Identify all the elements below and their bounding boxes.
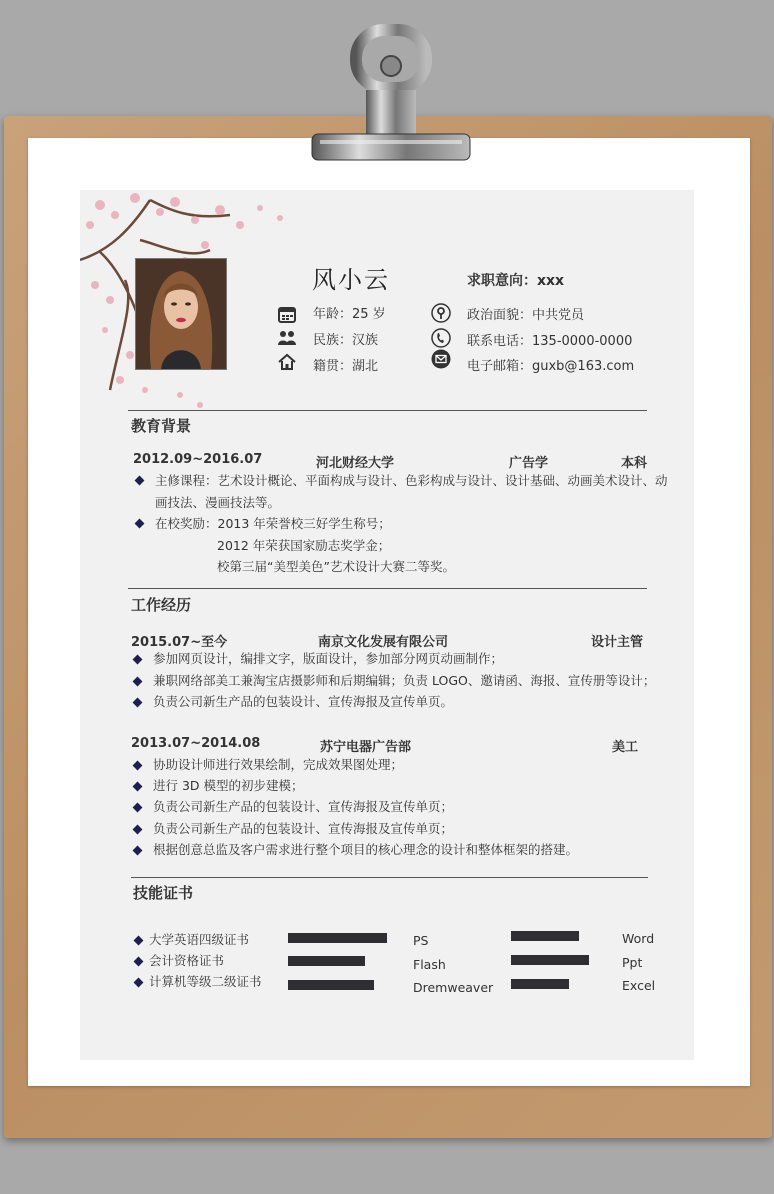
job1-item: 参加网页设计，编排文字，版面设计，参加部分网页动画制作； (153, 651, 504, 666)
job1-role: 设计主管 (591, 635, 644, 650)
skill-bar-dremweaver (288, 980, 374, 990)
job2-item: 负责公司新生产品的包装设计、宣传海报及宣传单页； (153, 821, 454, 836)
divider (128, 410, 647, 411)
job2-company: 苏宁电器广告部 (320, 740, 412, 755)
skill-bar-excel (511, 979, 569, 989)
section-title-education: 教育背景 (131, 417, 192, 435)
edu-courses-line1: 主修课程：艺术设计概论、平面构成与设计、色彩构成与设计、设计基础、动画美术设计、动 (155, 473, 668, 488)
skill-bar-ppt (511, 955, 589, 965)
divider (128, 588, 647, 589)
info-ethnicity: 民族：汉族 (313, 333, 379, 348)
edu-courses-line2: 画技法、漫画技法等。 (155, 495, 281, 510)
job1-item: 负责公司新生产品的包装设计、宣传海报及宣传单页。 (153, 694, 454, 709)
job2-item: 进行 3D 模型的初步建模； (153, 778, 304, 793)
edu-awards-line3: 校第三届“美型美色”艺术设计大赛二等奖。 (217, 559, 455, 574)
info-age: 年龄：25 岁 (313, 307, 386, 322)
skill-label-flash: Flash (413, 957, 446, 972)
home-icon (277, 352, 297, 372)
info-phone: 联系电话：135-0000-0000 (467, 334, 633, 349)
skill-label-ppt: Ppt (622, 955, 643, 970)
job1-company: 南京文化发展有限公司 (318, 635, 449, 650)
location-pin-icon (431, 303, 451, 323)
job2-role: 美工 (612, 740, 639, 755)
people-icon (277, 328, 297, 348)
edu-awards-line2: 2012 年荣获国家励志奖学金； (217, 538, 391, 553)
cert-item: 大学英语四级证书 (149, 932, 250, 947)
profile-photo (135, 258, 227, 370)
info-politics: 政治面貌：中共党员 (467, 308, 585, 323)
edu-awards-line1: 在校奖励：2013 年荣誉校三好学生称号； (155, 516, 391, 531)
edu-major: 广告学 (509, 456, 549, 471)
cert-item: 会计资格证书 (149, 953, 225, 968)
skill-bar-word (511, 931, 579, 941)
skill-label-word: Word (622, 931, 655, 946)
info-email: 电子邮箱：guxb@163.com (467, 359, 635, 374)
skill-label-dremweaver: Dremweaver (413, 980, 494, 995)
job1-item: 兼职网络部美工兼淘宝店摄影师和后期编辑；负责 LOGO、邀请函、海报、宣传册等设计； (153, 673, 656, 688)
job-intent: 求职意向：xxx (467, 273, 565, 289)
calendar-icon (277, 304, 297, 324)
job2-item: 协助设计师进行效果绘制，完成效果图处理； (153, 757, 404, 772)
binder-clip-icon (306, 24, 476, 174)
skill-label-excel: Excel (622, 978, 656, 993)
section-title-work: 工作经历 (131, 596, 192, 614)
job2-item: 根据创意总监及客户需求进行整个项目的核心理念的设计和整体框架的搭建。 (153, 842, 579, 857)
job2-period: 2013.07~2014.08 (131, 736, 261, 751)
section-title-skills: 技能证书 (133, 884, 194, 902)
skill-bar-flash (288, 956, 365, 966)
phone-icon (431, 328, 451, 348)
job2-item: 负责公司新生产品的包装设计、宣传海报及宣传单页； (153, 799, 454, 814)
edu-school: 河北财经大学 (316, 456, 395, 471)
divider (131, 877, 648, 878)
cert-item: 计算机等级二级证书 (149, 974, 262, 989)
candidate-name: 风小云 (312, 266, 390, 294)
skill-label-ps: PS (413, 933, 429, 948)
edu-period: 2012.09~2016.07 (133, 452, 263, 467)
skill-bar-ps (288, 933, 387, 943)
info-origin: 籍贯：湖北 (313, 359, 379, 374)
job1-period: 2015.07~至今 (131, 635, 228, 650)
edu-degree: 本科 (621, 456, 648, 471)
mail-icon (431, 349, 451, 369)
